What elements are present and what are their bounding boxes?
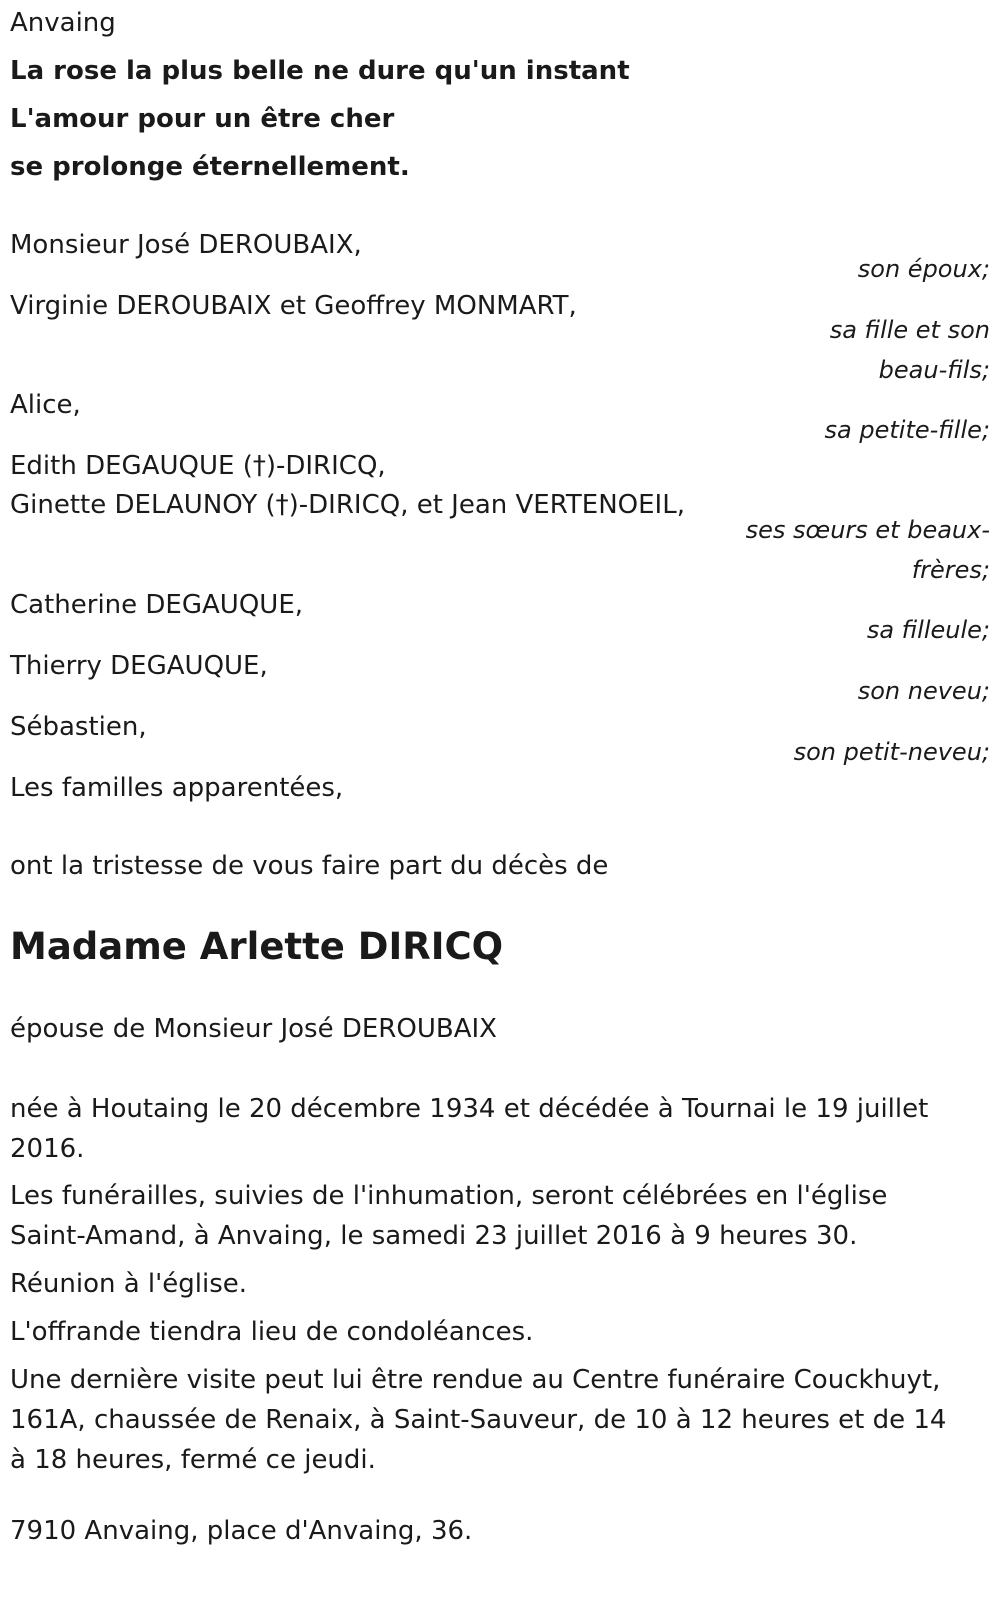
family-member-relation: sa filleule; [866, 616, 990, 644]
family-member-relation: ses sœurs et beaux-frères; [745, 516, 990, 584]
announcement-text: ont la tristesse de vous faire part du décès de [10, 851, 609, 881]
family-member-name-2: Ginette DELAUNOY (†)-DIRICQ, et Jean VERTENOEIL, [10, 490, 685, 520]
family-member-name: Virginie DEROUBAIX et Geoffrey MONMART, [10, 291, 577, 321]
family-member-name: Monsieur José DEROUBAIX, [10, 230, 362, 260]
deceased-name: Madame Arlette DIRICQ [10, 925, 504, 968]
family-member-name: Les familles apparentées, [10, 773, 344, 803]
poem-line-3: se prolonge éternellement. [10, 152, 410, 182]
visit-details: Une dernière visite peut lui être rendue au Centre funéraire Couckhuyt, 161A, chaussée de Renaix, à Saint-Sauveur, de 10 à 12 heures et de 14 à 18 heures, fermé ce jeudi. [10, 1365, 947, 1475]
poem-line-2: L'amour pour un être cher [10, 104, 395, 134]
family-member-relation: son petit-neveu; [793, 738, 990, 766]
offering-details: L'offrande tiendra lieu de condoléances. [10, 1317, 534, 1347]
family-member-relation: son neveu; [857, 677, 990, 705]
family-member-name: Catherine DEGAUQUE, [10, 590, 304, 620]
family-member-relation: sa fille et son beau-fils; [829, 316, 990, 384]
family-member-relation: sa petite-fille; [824, 416, 990, 444]
family-member-name: Thierry DEGAUQUE, [10, 651, 268, 681]
poem-line-1: La rose la plus belle ne dure qu'un instant [10, 56, 630, 86]
address: 7910 Anvaing, place d'Anvaing, 36. [10, 1516, 473, 1546]
spouse-line: épouse de Monsieur José DEROUBAIX [10, 1014, 497, 1044]
town-heading: Anvaing [10, 8, 116, 38]
funeral-details: Les funérailles, suivies de l'inhumation, seront célébrées en l'église Saint-Amand, à Anvaing, le samedi 23 juillet 2016 à 9 heures 30. [10, 1181, 888, 1251]
family-member-name: Sébastien, [10, 712, 147, 742]
meeting-details: Réunion à l'église. [10, 1269, 248, 1299]
family-member-name: Alice, [10, 390, 81, 420]
family-member-name: Edith DEGAUQUE (†)-DIRICQ, [10, 451, 386, 481]
birth-death-details: née à Houtaing le 20 décembre 1934 et décédée à Tournai le 19 juillet 2016. [10, 1094, 929, 1164]
family-member-relation: son époux; [857, 255, 990, 283]
